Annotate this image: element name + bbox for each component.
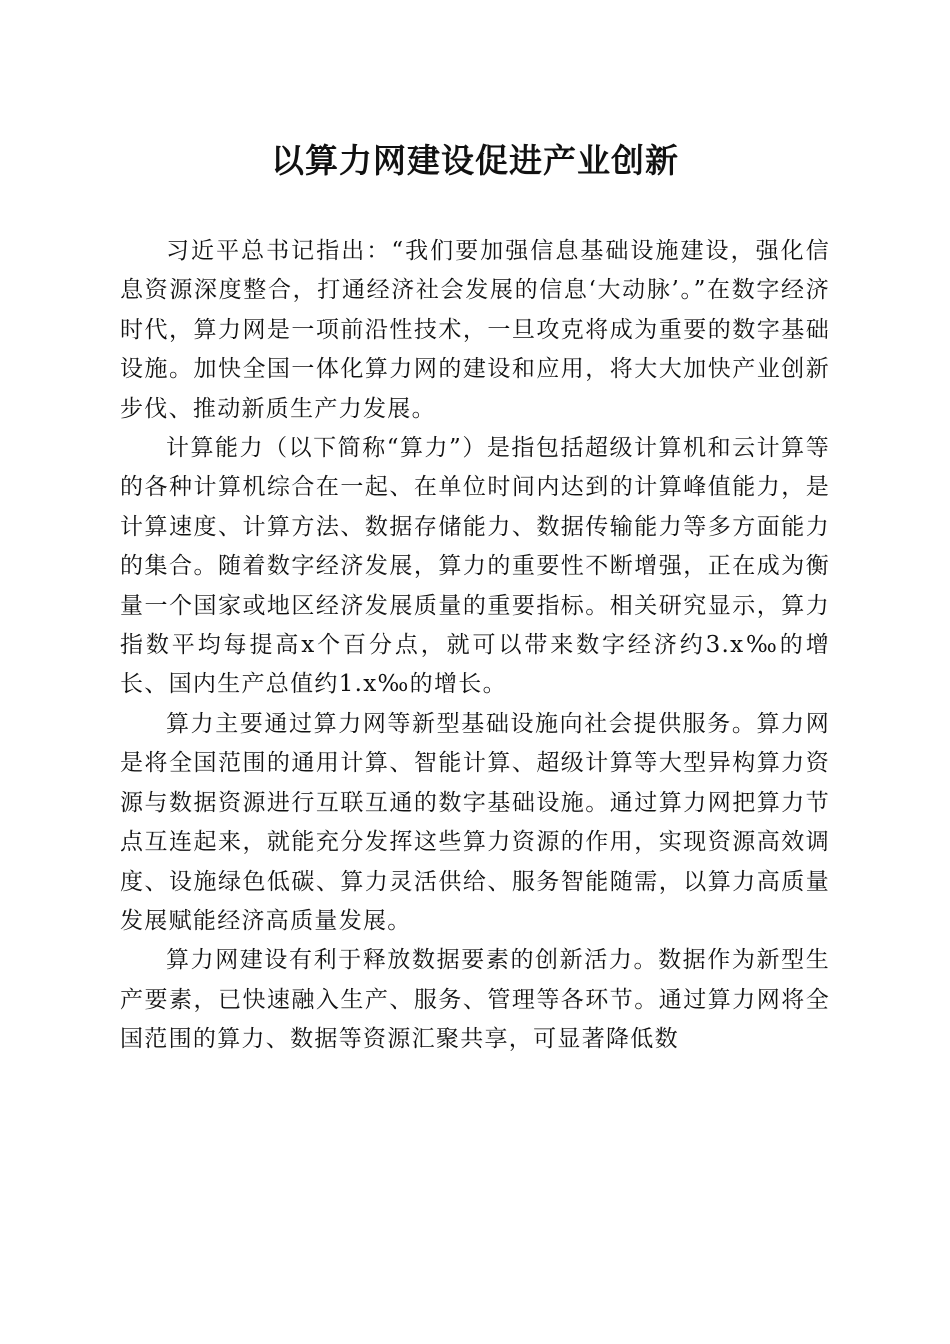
document-title: 以算力网建设促进产业创新: [271, 141, 679, 180]
paragraph: 习近平总书记指出：“我们要加强信息基础设施建设，强化信息资源深度整合，打通经济社会发展的信息‘大动脉’。”在数字经济时代，算力网是一项前沿性技术，一旦攻克将成为重要的数字基础设施。加快全国一体化算力网的建设和应用，将大大加快产业创新步伐、推动新质生产力发展。: [120, 238, 830, 422]
paragraph: 算力网建设有利于释放数据要素的创新活力。数据作为新型生产要素，已快速融入生产、服务、管理等各环节。通过算力网将全国范围的算力、数据等资源汇聚共享，可显著降低数: [120, 947, 830, 1053]
paragraph: 计算能力（以下简称“算力”）是指包括超级计算机和云计算等的各种计算机综合在一起、在单位时间内达到的计算峰值能力，是计算速度、计算方法、数据存储能力、数据传输能力等多方面能力的集合。随着数字经济发展，算力的重要性不断增强，正在成为衡量一个国家或地区经济发展质量的重要指标。相关研究显示，算力指数平均每提高x个百分点，就可以带来数字经济约3.x‰的增长、国内生产总值约1.x‰的增长。: [120, 435, 830, 698]
paragraph: 算力主要通过算力网等新型基础设施向社会提供服务。算力网是将全国范围的通用计算、智能计算、超级计算等大型异构算力资源与数据资源进行互联互通的数字基础设施。通过算力网把算力节点互连起来，就能充分发挥这些算力资源的作用，实现资源高效调度、设施绿色低碳、算力灵活供给、服务智能随需，以算力高质量发展赋能经济高质量发展。: [120, 710, 830, 934]
document-body: [120, 232, 830, 1060]
